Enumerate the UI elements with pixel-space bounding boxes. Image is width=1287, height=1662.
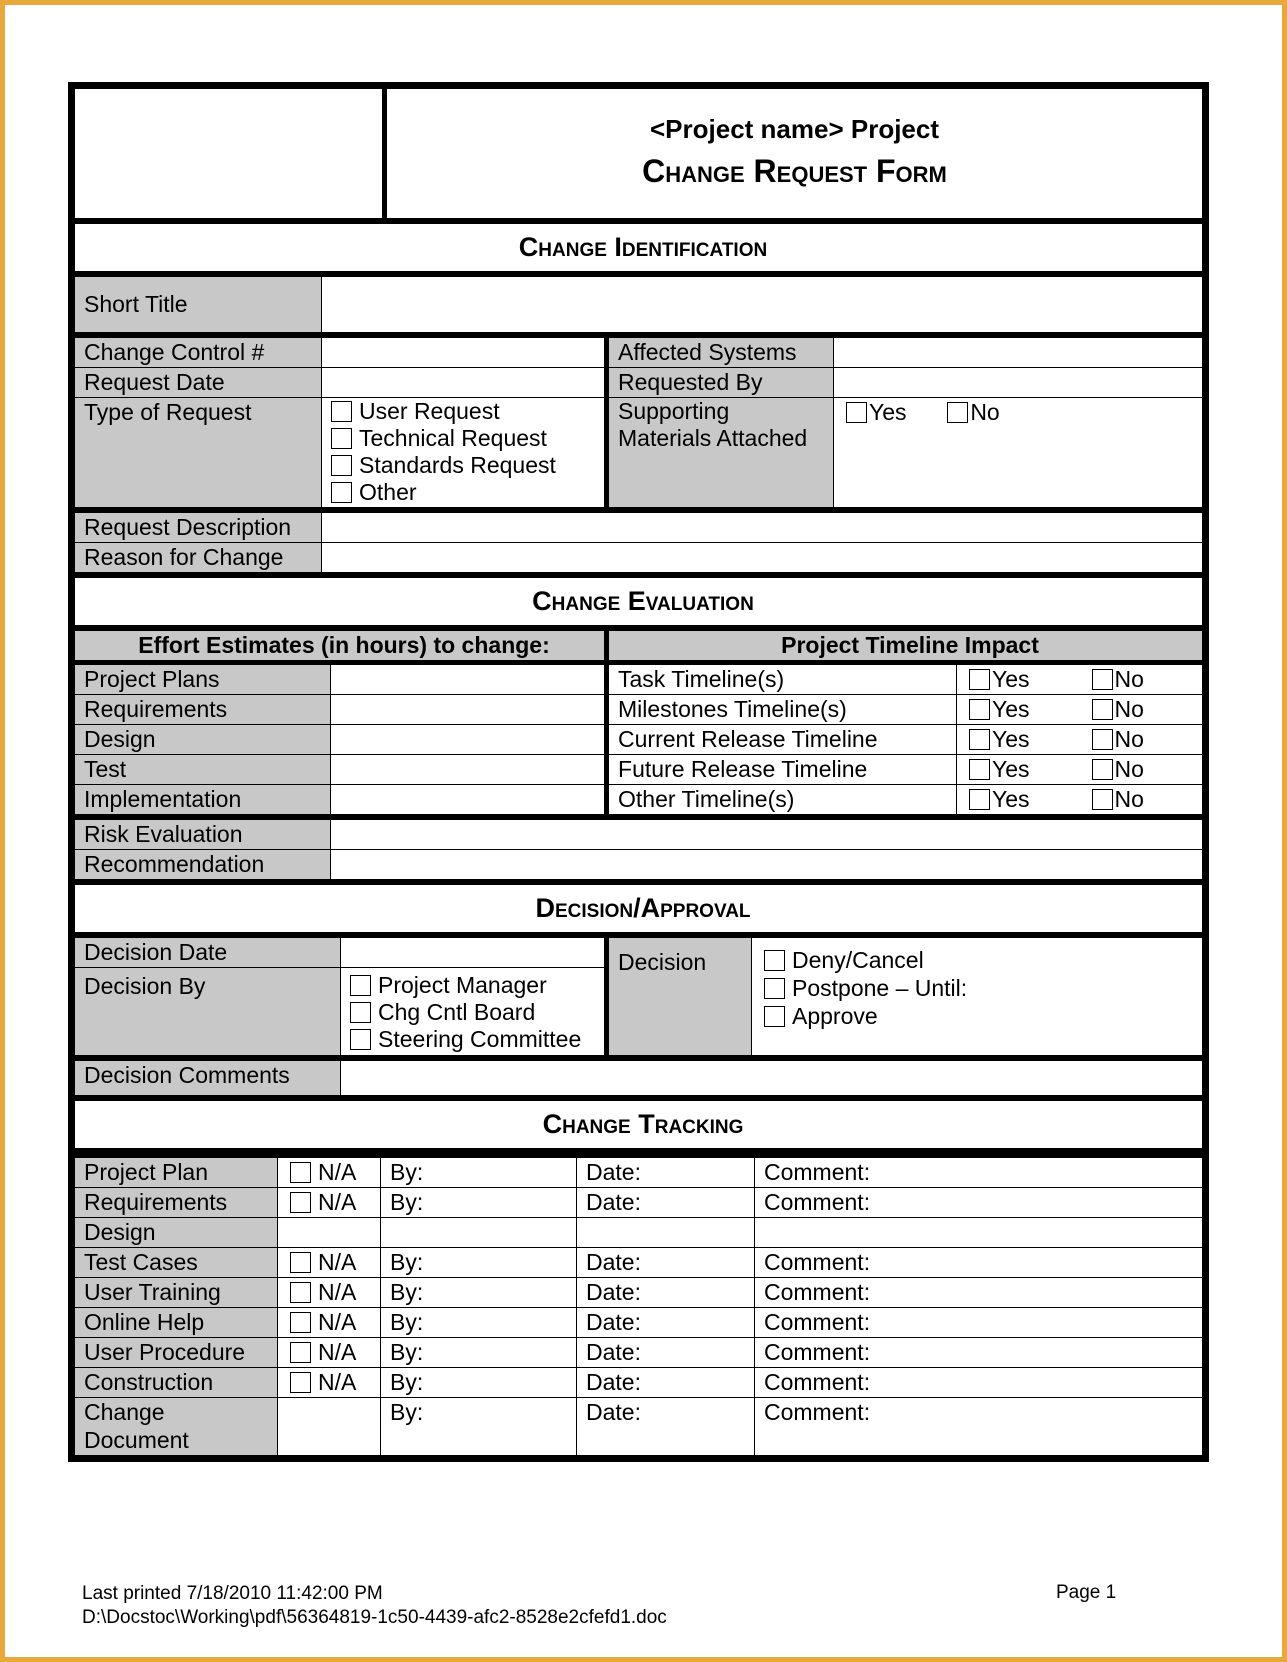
tracking-na-option[interactable]: N/A xyxy=(278,1188,381,1218)
tracking-date-field[interactable]: Date: xyxy=(577,1398,755,1456)
request-date-label: Request Date xyxy=(75,368,322,398)
tracking-na-empty xyxy=(278,1218,381,1248)
file-path: D:\Docstoc\Working\pdf\56364819-1c50-4439-afc2-8528e2cfefd1.doc xyxy=(82,1607,667,1628)
tracking-comment-empty xyxy=(755,1218,1203,1248)
timeline-impact-header: Project Timeline Impact xyxy=(607,631,1203,663)
checkbox-icon[interactable] xyxy=(764,1006,785,1027)
affected-systems-field[interactable] xyxy=(834,336,1203,368)
tracking-by-field[interactable]: By: xyxy=(381,1308,577,1338)
last-printed: Last printed 7/18/2010 11:42:00 PM xyxy=(82,1583,383,1604)
checkbox-icon[interactable] xyxy=(290,1162,311,1183)
effort-estimates-header: Effort Estimates (in hours) to change: xyxy=(75,631,607,663)
tracking-date-empty xyxy=(577,1218,755,1248)
tracking-comment-field[interactable]: Comment: xyxy=(755,1188,1203,1218)
tracking-comment-field[interactable]: Comment: xyxy=(755,1156,1203,1188)
tracking-na-option[interactable]: N/A xyxy=(278,1248,381,1278)
checkbox-icon[interactable] xyxy=(1092,759,1113,780)
timeline-label-current-release: Current Release Timeline xyxy=(607,725,957,755)
checkbox-icon[interactable] xyxy=(350,975,371,996)
yes-option[interactable]: Yes xyxy=(969,696,1030,722)
project-name: <Project name> Project xyxy=(649,113,940,144)
checkbox-icon[interactable] xyxy=(1092,699,1113,720)
checkbox-icon[interactable] xyxy=(969,789,990,810)
checkbox-icon[interactable] xyxy=(764,950,785,971)
recommendation-label: Recommendation xyxy=(75,850,331,880)
tracking-by-field[interactable]: By: xyxy=(381,1368,577,1398)
checkbox-icon[interactable] xyxy=(947,402,968,423)
tracking-date-field[interactable]: Date: xyxy=(577,1248,755,1278)
section-title-evaluation: Change Evaluation xyxy=(75,576,1203,628)
evaluation-table xyxy=(74,630,1203,815)
section-title-identification: Change Identification xyxy=(75,222,1203,274)
tracking-na-empty xyxy=(278,1398,381,1456)
change-tracking-section xyxy=(74,1096,1203,1153)
option-steering-committee[interactable]: Steering Committee xyxy=(350,1026,604,1053)
risk-recommendation-table xyxy=(74,815,1203,880)
checkbox-icon[interactable] xyxy=(290,1282,311,1303)
change-evaluation-section xyxy=(74,573,1203,630)
decision-comments-table xyxy=(74,1056,1203,1096)
tracking-by-field[interactable]: By: xyxy=(381,1338,577,1368)
checkbox-icon[interactable] xyxy=(969,759,990,780)
tracking-comment-field[interactable]: Comment: xyxy=(755,1308,1203,1338)
option-other[interactable]: Other xyxy=(331,479,604,506)
decision-by-options xyxy=(341,968,607,1056)
tracking-label-requirements: Requirements xyxy=(75,1188,278,1218)
tracking-na-option[interactable]: N/A xyxy=(278,1278,381,1308)
decision-date-field[interactable] xyxy=(341,938,607,968)
no-option[interactable]: No xyxy=(1092,696,1144,722)
option-deny-cancel[interactable]: Deny/Cancel xyxy=(764,946,1202,974)
tracking-by-field[interactable]: By: xyxy=(381,1278,577,1308)
tracking-label-user-procedure: User Procedure xyxy=(75,1338,278,1368)
effort-field-test[interactable] xyxy=(331,755,607,785)
form-header xyxy=(74,88,1203,219)
checkbox-icon[interactable] xyxy=(1092,729,1113,750)
no-option[interactable]: No xyxy=(1092,756,1144,782)
timeline-label-milestones: Milestones Timeline(s) xyxy=(607,695,957,725)
tracking-date-field[interactable]: Date: xyxy=(577,1188,755,1218)
timeline-yes-no-task xyxy=(957,663,1203,695)
short-title-label: Short Title xyxy=(75,277,322,333)
timeline-yes-no-future-release xyxy=(957,755,1203,785)
checkbox-icon[interactable] xyxy=(290,1192,311,1213)
timeline-yes-no-milestones xyxy=(957,695,1203,725)
checkbox-icon[interactable] xyxy=(331,401,352,422)
checkbox-icon[interactable] xyxy=(290,1372,311,1393)
supporting-materials-label: Supporting Materials Attached xyxy=(607,398,834,508)
tracking-comment-field[interactable]: Comment: xyxy=(755,1278,1203,1308)
checkbox-icon[interactable] xyxy=(969,729,990,750)
page-number: Page 1 xyxy=(1056,1582,1117,1603)
timeline-label-future-release: Future Release Timeline xyxy=(607,755,957,785)
checkbox-icon[interactable] xyxy=(764,978,785,999)
title-cell xyxy=(385,89,1203,219)
decision-options xyxy=(752,938,1203,1056)
tracking-label-test-cases: Test Cases xyxy=(75,1248,278,1278)
supporting-materials-options xyxy=(834,398,1203,508)
checkbox-icon[interactable] xyxy=(1092,789,1113,810)
tracking-label-project-plan: Project Plan xyxy=(75,1156,278,1188)
reason-for-change-label: Reason for Change xyxy=(75,543,322,573)
tracking-comment-field[interactable]: Comment: xyxy=(755,1368,1203,1398)
tracking-comment-field[interactable]: Comment: xyxy=(755,1398,1203,1456)
timeline-label-other: Other Timeline(s) xyxy=(607,785,957,815)
type-of-request-options xyxy=(322,398,607,508)
no-option[interactable]: No xyxy=(1092,666,1144,692)
timeline-label-task: Task Timeline(s) xyxy=(607,663,957,695)
timeline-yes-no-other xyxy=(957,785,1203,815)
tracking-label-online-help: Online Help xyxy=(75,1308,278,1338)
requested-by-field[interactable] xyxy=(834,368,1203,398)
short-title-field[interactable] xyxy=(322,277,1203,333)
checkbox-icon[interactable] xyxy=(290,1312,311,1333)
checkbox-icon[interactable] xyxy=(331,482,352,503)
decision-by-label: Decision By xyxy=(75,968,341,1056)
effort-field-implementation[interactable] xyxy=(331,785,607,815)
effort-label-test: Test xyxy=(75,755,331,785)
supporting-no-option[interactable]: No xyxy=(947,399,999,425)
tracking-by-field[interactable]: By: xyxy=(381,1398,577,1456)
tracking-date-field[interactable]: Date: xyxy=(577,1368,755,1398)
reason-for-change-field[interactable] xyxy=(322,543,1203,573)
effort-label-design: Design xyxy=(75,725,331,755)
logo-box xyxy=(75,89,385,219)
request-details-table xyxy=(74,333,1203,508)
decision-date-label: Decision Date xyxy=(75,938,341,968)
risk-evaluation-label: Risk Evaluation xyxy=(75,818,331,850)
checkbox-icon[interactable] xyxy=(331,428,352,449)
tracking-label-user-training: User Training xyxy=(75,1278,278,1308)
decision-approval-section xyxy=(74,880,1203,937)
supporting-yes-option[interactable]: Yes xyxy=(846,399,907,425)
description-table xyxy=(74,508,1203,573)
effort-field-requirements[interactable] xyxy=(331,695,607,725)
decision-comments-field[interactable] xyxy=(341,1059,1203,1096)
option-approve[interactable]: Approve xyxy=(764,1002,1202,1030)
footer-info xyxy=(82,1582,667,1630)
change-control-field[interactable] xyxy=(322,336,607,368)
recommendation-field[interactable] xyxy=(331,850,1203,880)
request-date-field[interactable] xyxy=(322,368,607,398)
tracking-label-design: Design xyxy=(75,1218,278,1248)
yes-option[interactable]: Yes xyxy=(969,756,1030,782)
option-chg-cntl-board[interactable]: Chg Cntl Board xyxy=(350,999,604,1026)
tracking-date-field[interactable]: Date: xyxy=(577,1338,755,1368)
option-project-manager[interactable]: Project Manager xyxy=(350,972,604,999)
option-user-request[interactable]: User Request xyxy=(331,398,604,425)
change-control-label: Change Control # xyxy=(75,336,322,368)
type-of-request-label: Type of Request xyxy=(75,398,322,508)
section-title-decision: Decision/Approval xyxy=(75,883,1203,935)
option-standards-request[interactable]: Standards Request xyxy=(331,452,604,479)
tracking-table xyxy=(74,1153,1203,1456)
checkbox-icon[interactable] xyxy=(331,455,352,476)
yes-option[interactable]: Yes xyxy=(969,666,1030,692)
checkbox-icon[interactable] xyxy=(846,402,867,423)
tracking-na-option[interactable]: N/A xyxy=(278,1156,381,1188)
section-title-tracking: Change Tracking xyxy=(75,1099,1203,1151)
tracking-by-field[interactable]: By: xyxy=(381,1188,577,1218)
no-option[interactable]: No xyxy=(1092,786,1144,812)
short-title-table xyxy=(74,276,1203,333)
decision-label: Decision xyxy=(607,938,752,1056)
option-technical-request[interactable]: Technical Request xyxy=(331,425,604,452)
decision-comments-label: Decision Comments xyxy=(75,1059,341,1096)
tracking-label-construction: Construction xyxy=(75,1368,278,1398)
checkbox-icon[interactable] xyxy=(350,1029,371,1050)
effort-field-design[interactable] xyxy=(331,725,607,755)
checkbox-icon[interactable] xyxy=(969,669,990,690)
tracking-by-field[interactable]: By: xyxy=(381,1156,577,1188)
checkbox-icon[interactable] xyxy=(290,1252,311,1273)
effort-field-project-plans[interactable] xyxy=(331,663,607,695)
yes-option[interactable]: Yes xyxy=(969,726,1030,752)
decision-table xyxy=(74,937,1203,1056)
tracking-comment-field[interactable]: Comment: xyxy=(755,1338,1203,1368)
requested-by-label: Requested By xyxy=(607,368,834,398)
no-option[interactable]: No xyxy=(1092,726,1144,752)
checkbox-icon[interactable] xyxy=(350,1002,371,1023)
form-title: Change Request Form xyxy=(642,152,947,189)
tracking-na-option[interactable]: N/A xyxy=(278,1308,381,1338)
timeline-yes-no-current-release xyxy=(957,725,1203,755)
change-request-form xyxy=(68,82,1209,1462)
request-description-field[interactable] xyxy=(322,511,1203,543)
tracking-na-option[interactable]: N/A xyxy=(278,1338,381,1368)
checkbox-icon[interactable] xyxy=(969,699,990,720)
checkbox-icon[interactable] xyxy=(1092,669,1113,690)
risk-evaluation-field[interactable] xyxy=(331,818,1203,850)
tracking-by-empty xyxy=(381,1218,577,1248)
affected-systems-label: Affected Systems xyxy=(607,336,834,368)
tracking-label-change-document: Change Document xyxy=(75,1398,278,1456)
effort-label-requirements: Requirements xyxy=(75,695,331,725)
checkbox-icon[interactable] xyxy=(290,1342,311,1363)
effort-label-project-plans: Project Plans xyxy=(75,663,331,695)
effort-label-implementation: Implementation xyxy=(75,785,331,815)
yes-option[interactable]: Yes xyxy=(969,786,1030,812)
option-postpone[interactable]: Postpone – Until: xyxy=(764,974,1202,1002)
tracking-date-field[interactable]: Date: xyxy=(577,1156,755,1188)
tracking-date-field[interactable]: Date: xyxy=(577,1308,755,1338)
tracking-by-field[interactable]: By: xyxy=(381,1248,577,1278)
change-identification-section xyxy=(74,219,1203,276)
tracking-na-option[interactable]: N/A xyxy=(278,1368,381,1398)
tracking-comment-field[interactable]: Comment: xyxy=(755,1248,1203,1278)
request-description-label: Request Description xyxy=(75,511,322,543)
tracking-date-field[interactable]: Date: xyxy=(577,1278,755,1308)
